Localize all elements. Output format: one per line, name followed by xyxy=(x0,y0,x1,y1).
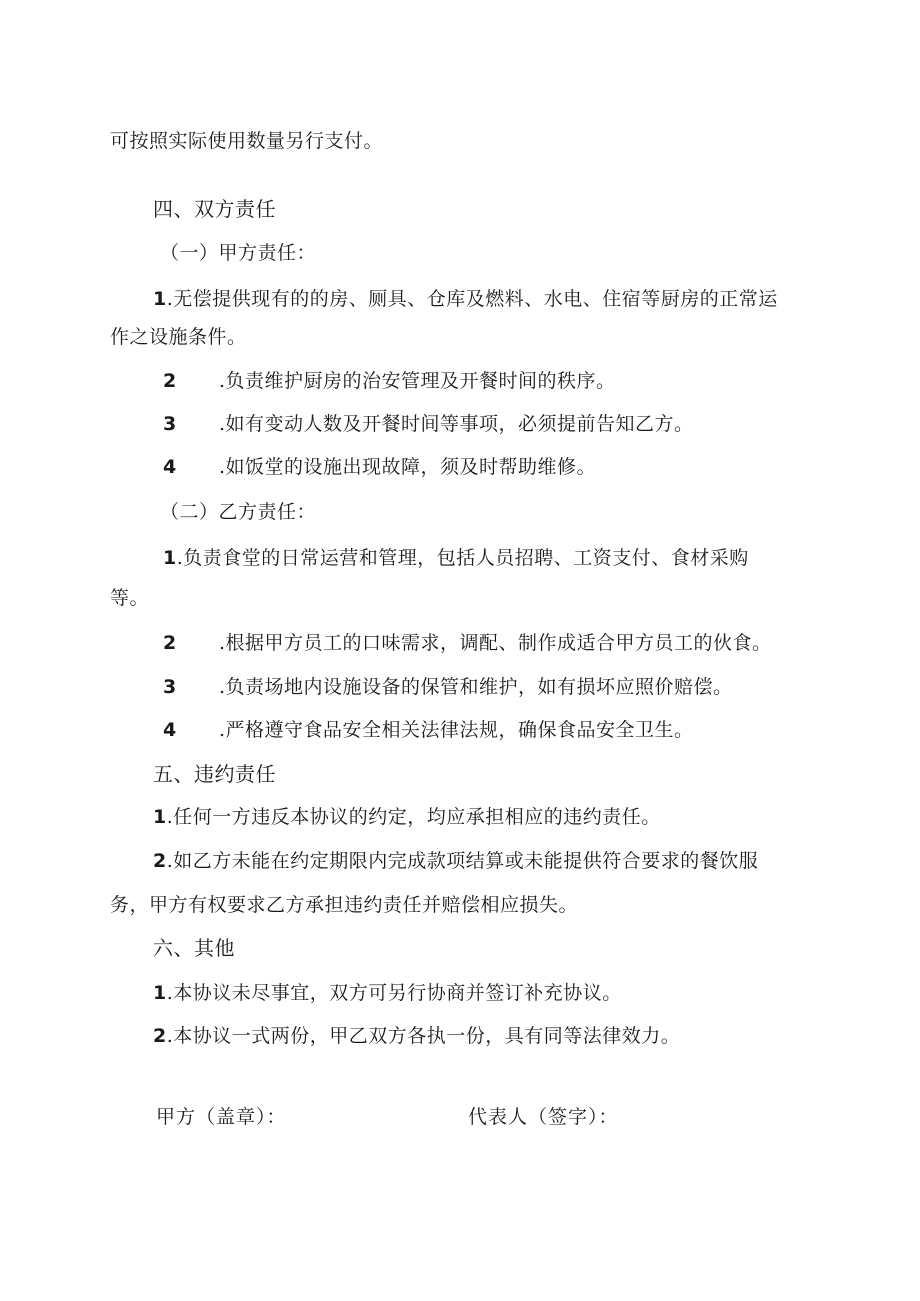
item-number: 1 xyxy=(163,547,177,569)
item-number: 1 xyxy=(153,806,167,828)
item-number: 2 xyxy=(163,632,177,654)
item-text: .如饭堂的设施出现故障，须及时帮助维修。 xyxy=(219,456,597,478)
section-5-title: 五、违约责任 xyxy=(153,762,276,786)
party-a-item-1-cont: 作之设施条件。 xyxy=(110,326,247,348)
item-number: 3 xyxy=(163,676,177,698)
item-text: .严格遵守食品安全相关法律法规，确保食品安全卫生。 xyxy=(219,719,694,741)
item-text: .负责食堂的日常运营和管理，包括人员招聘、工资支付、食材采购 xyxy=(176,547,749,569)
party-a-seal-label: 甲方（盖章）： xyxy=(156,1106,287,1128)
item-text: .本协议一式两份，甲乙双方各执一份，具有同等法律效力。 xyxy=(166,1025,681,1047)
party-a-item-1 xyxy=(153,286,778,312)
party-b-item-1-cont: 等。 xyxy=(110,587,150,609)
party-a-item-2 xyxy=(163,368,616,394)
party-a-item-3 xyxy=(163,411,694,437)
item-text: .根据甲方员工的口味需求，调配、制作成适合甲方员工的伙食。 xyxy=(219,632,772,654)
item-number: 2 xyxy=(153,850,167,872)
item-number: 4 xyxy=(163,456,177,478)
item-text: .本协议未尽事宜，双方可另行协商并签订补充协议。 xyxy=(166,982,622,1004)
item-text: .如有变动人数及开餐时间等事项，必须提前告知乙方。 xyxy=(219,413,694,435)
item-number: 3 xyxy=(163,413,177,435)
party-b-item-4 xyxy=(163,717,694,743)
continuation-text: 可按照实际使用数量另行支付。 xyxy=(110,130,384,152)
item-text: .负责场地内设施设备的保管和维护，如有损坏应照价赔偿。 xyxy=(219,676,733,698)
party-b-item-3 xyxy=(163,674,733,700)
breach-item-2 xyxy=(153,848,758,874)
item-number: 1 xyxy=(153,982,167,1004)
party-a-item-4 xyxy=(163,454,596,480)
other-item-1 xyxy=(153,980,622,1006)
breach-item-1 xyxy=(153,804,661,830)
representative-signature-label: 代表人（签字）： xyxy=(468,1106,619,1128)
item-text: .无偿提供现有的的房、厕具、仓库及燃料、水电、住宿等厨房的正常运 xyxy=(166,288,778,310)
item-number: 2 xyxy=(153,1025,167,1047)
breach-item-2-cont: 务，甲方有权要求乙方承担违约责任并赔偿相应损失。 xyxy=(110,894,579,916)
party-b-item-2 xyxy=(163,630,772,656)
section-6-title: 六、其他 xyxy=(153,936,235,960)
party-b-title: （二）乙方责任： xyxy=(160,501,317,523)
item-number: 2 xyxy=(163,370,177,392)
item-number: 1 xyxy=(153,288,167,310)
item-text: .负责维护厨房的治安管理及开餐时间的秩序。 xyxy=(219,370,616,392)
section-4-title: 四、双方责任 xyxy=(153,197,276,221)
item-number: 4 xyxy=(163,719,177,741)
party-b-item-1 xyxy=(163,545,749,571)
party-a-title: （一）甲方责任： xyxy=(160,242,317,264)
item-text: .如乙方未能在约定期限内完成款项结算或未能提供符合要求的餐饮服 xyxy=(166,850,759,872)
item-text: .任何一方违反本协议的约定，均应承担相应的违约责任。 xyxy=(166,806,661,828)
other-item-2 xyxy=(153,1023,680,1049)
